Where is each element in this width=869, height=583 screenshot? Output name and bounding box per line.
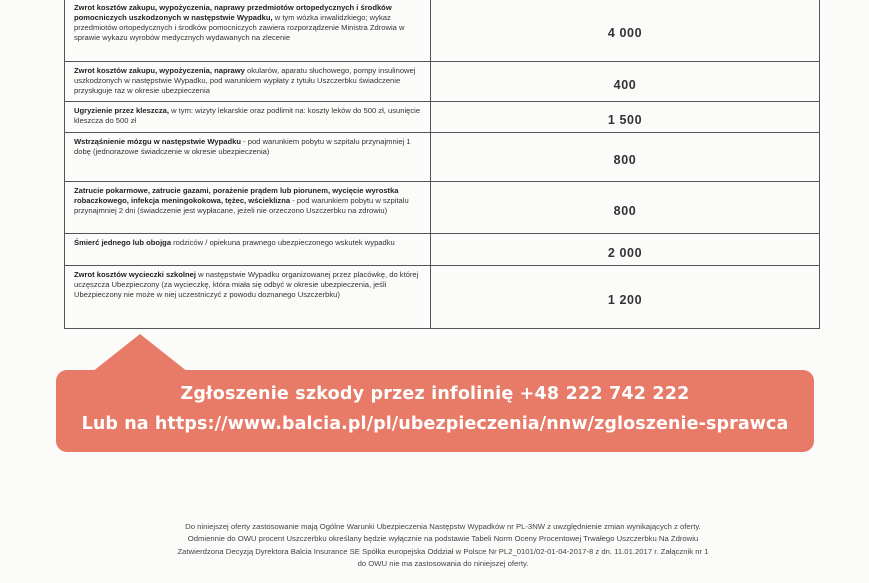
benefit-text: - pod warunkiem pobytu w szpitalu przynajmniej 2 dni (świadczenie jest wypłacane, jeżeli nie orzeczono Uszczerbku na zdrowiu) xyxy=(74,196,409,215)
benefit-text: w następstwie Wypadku organizowanej przez placówkę, do której uczęszcza Ubezpieczony (za wycieczkę, która miała się odbyć w okresie ubezpieczenia, jeśli Ubezpieczony nie może w niej uczestniczyć z powodu doznanego Uszczerbku) xyxy=(74,270,419,299)
table-row xyxy=(65,0,819,62)
benefit-description xyxy=(65,234,431,265)
claim-url-link[interactable]: Lub na https://www.balcia.pl/pl/ubezpieczenia/nnw/zgloszenie-sprawca xyxy=(81,414,789,434)
benefit-text: okularów, aparatu słuchowego, pompy insulinowej uszkodzonych w następstwie Wypadku, pod warunkiem wypłaty z tytułu Uszczerbku świadczenie przysługuje raz w okresie ubezpieczenia xyxy=(74,66,416,95)
footer-notes xyxy=(80,521,806,571)
benefit-title: Zwrot kosztów zakupu, wypożyczenia, naprawy xyxy=(74,66,245,75)
benefit-description xyxy=(65,266,431,328)
benefit-text: w tym: wizyty lekarskie oraz podlimit na: koszty leków do 500 zł, usunięcie kleszcza do 500 zł xyxy=(74,106,421,125)
footer-line: Do niniejszej oferty zastosowanie mają Ogólne Warunki Ubezpieczenia Następstw Wypadków nr PL-3NW z uwzględnienie zmian wynikających z oferty. xyxy=(185,522,701,531)
table-row xyxy=(65,234,819,266)
benefit-amount: 1 500 xyxy=(607,113,643,127)
benefit-text: - pod warunkiem pobytu w szpitalu przynajmniej 1 dobę (jednorazowe świadczenie w okresie ubezpieczenia) xyxy=(74,137,411,156)
table-row xyxy=(65,133,819,182)
benefit-description xyxy=(65,182,431,233)
benefit-title: Ugryzienie przez kleszcza, xyxy=(74,106,169,115)
table-row xyxy=(65,266,819,329)
benefit-amount: 1 200 xyxy=(607,293,643,307)
table-row xyxy=(65,182,819,234)
benefits-table xyxy=(64,0,820,329)
callout-pointer xyxy=(92,334,188,372)
benefit-description xyxy=(65,102,431,132)
benefit-amount: 400 xyxy=(613,77,637,92)
benefit-title: Zwrot kosztów wycieczki szkolnej xyxy=(74,270,196,279)
claim-hotline-text: Zgłoszenie szkody przez infolinię +48 222 742 222 xyxy=(180,384,690,404)
benefit-amount: 800 xyxy=(613,153,637,167)
benefit-title: Zatrucie pokarmowe, zatrucie gazami, porażenie prądem lub piorunem, wycięcie wyrostka robaczkowego, infekcja meningokokowa, tężec, wścieklizna xyxy=(74,186,399,205)
footer-line: Odmiennie do OWU procent Uszczerbku określany będzie wyłącznie na podstawie Tabeli Norm Oceny Procentowej Trwałego Uszczerbku Na Zdrowiu xyxy=(187,534,699,544)
benefit-title: Zwrot kosztów zakupu, wypożyczenia, naprawy przedmiotów ortopedycznych i środków pomocniczych uszkodzonych w następstwie Wypadku, xyxy=(74,3,392,22)
benefit-amount: 4 000 xyxy=(607,26,643,40)
benefit-description xyxy=(65,62,431,101)
footer-line: Zatwierdzona Decyzją Dyrektora Balcia Insurance SE Spółka europejska Oddział w Polsce Nr PL2_0101/02-01-04-2017-8 z dn. 11.01.2017 r. Załącznik nr 1 xyxy=(177,546,709,556)
benefit-text: rodziców / opiekuna prawnego ubezpieczonego wskutek wypadku xyxy=(171,238,395,247)
benefit-text: w tym wózka inwalidzkiego; wykaz przedmiotów ortopedycznych i środków pomocniczych zawiera rozporządzenie Ministra Zdrowia w sprawie wykazu wyrobów medycznych wydawanych na zlecenie xyxy=(74,13,405,42)
table-row xyxy=(65,102,819,133)
table-row xyxy=(65,62,819,102)
benefit-amount: 800 xyxy=(613,203,637,218)
benefit-title: Wstrząśnienie mózgu w następstwie Wypadku xyxy=(74,137,241,146)
benefit-title: Śmierć jednego lub obojga xyxy=(74,238,172,247)
benefit-description xyxy=(65,0,431,61)
benefit-description xyxy=(65,133,431,181)
claim-callout xyxy=(56,370,814,452)
benefit-amount: 2 000 xyxy=(607,245,643,260)
footer-line: do OWU nie ma zastosowania do niniejszej oferty. xyxy=(357,559,529,569)
